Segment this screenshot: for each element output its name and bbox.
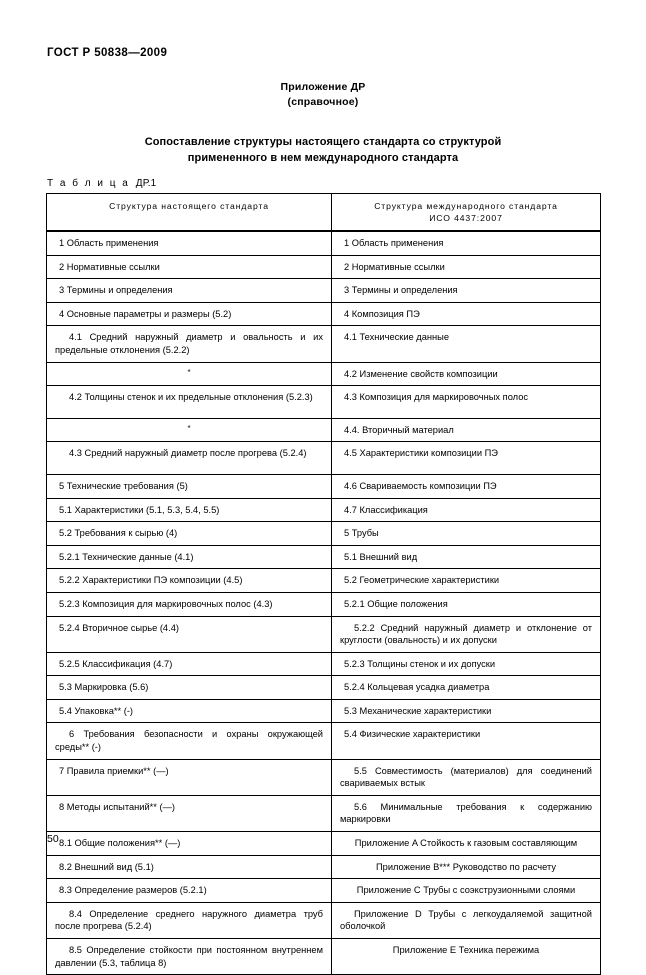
table-cell-text: 8.5 Определение стойкости при постоянном внутреннем давлении (5.3, таблица 8) [55,945,323,968]
table-cell-text: 4.1 Технические данные [344,332,449,343]
table-cell-text: 4 Основные параметры и размеры (5.2) [59,308,232,319]
table-cell-right [332,326,601,362]
table-row [47,386,601,419]
table-cell-left [47,326,332,362]
table-cell-text: Приложение C Трубы с соэкструзионными слоями [356,885,576,896]
table-cell-text: Приложение D Трубы с легкоудаляемой защитной оболочкой [340,908,592,932]
table-row [47,652,601,676]
table-row [47,522,601,546]
table-cell-left [47,902,332,938]
table-cell-text: 6 Требования безопасности и охраны окружающей среды** (-) [55,729,323,753]
table-cell-text: * [187,367,191,377]
table-cell-text: Приложение E Техника пережима [392,945,540,955]
table-cell-text: 1 Область применения [59,238,159,248]
table-cell-right [332,474,601,498]
table-cell-text: 4.3 Композиция для маркировочных полос [344,392,529,403]
table-cell-left [47,832,332,856]
table-row [47,902,601,938]
table-cell-right [332,676,601,700]
table-row [47,231,601,255]
table-cell-text: 1 Область применения [344,238,444,248]
table-row [47,362,601,386]
table-caption-number: ДР.1 [135,178,157,189]
table-cell-text: 5.1 Характеристики (5.1, 5.3, 5.4, 5.5) [59,504,220,515]
table-cell-right [332,255,601,279]
table-cell-text: 4 Композиция ПЭ [344,308,420,319]
table-cell-text: 4.2 Изменение свойств композиции [344,368,498,379]
table-cell-right [332,545,601,569]
table-cell-right [332,939,601,975]
table-caption [47,178,156,189]
table-cell-text: 5.5 Совместимость (материалов) для соединений свариваемых встык [340,765,592,789]
table-cell-left [47,545,332,569]
table-cell-left [47,699,332,723]
table-row [47,723,601,759]
table-cell-text: 5.3 Маркировка (5.6) [59,682,149,693]
table-cell-text: 4.6 Свариваемость композиции ПЭ [344,480,497,491]
table-cell-text: 5.2 Требования к сырью (4) [59,528,178,539]
table-cell-left [47,442,332,475]
table-cell-text: 3 Термины и определения [59,285,173,296]
table-cell-text: 8.1 Общие положения** (—) [59,838,181,849]
table-cell-right [332,231,601,255]
appendix-kind: (справочное) [287,96,359,108]
table-cell-text: 4.2 Толщины стенок и их предельные отклонения (5.2.3) [69,392,313,403]
comparison-table [46,193,601,975]
table-cell-left [47,939,332,975]
table-cell-right [332,386,601,419]
table-cell-left [47,522,332,546]
table-cell-right [332,879,601,903]
table-row [47,569,601,593]
table-cell-right [332,442,601,475]
table-cell-text: 8.3 Определение размеров (5.2.1) [59,885,207,896]
table-cell-left [47,652,332,676]
table-row [47,879,601,903]
column-header-international [332,194,601,232]
table-cell-text: 7 Правила приемки** (—) [59,765,169,776]
table-row [47,939,601,975]
table-cell-text: 5.4 Физические характеристики [344,729,481,740]
table-cell-left [47,723,332,759]
table-caption-label: Т а б л и ц а [47,178,130,189]
table-cell-left [47,302,332,326]
table-header-row [47,194,601,232]
table-cell-text: 5.2.5 Классификация (4.7) [59,658,173,669]
table-cell-right [332,723,601,759]
table-cell-text: 8 Методы испытаний** (—) [59,801,175,812]
table-cell-right [332,418,601,442]
table-cell-left [47,418,332,442]
table-cell-text: 5.2.3 Композиция для маркировочных полос (4.3) [59,598,273,609]
table-row [47,676,601,700]
table-cell-text: 5.6 Минимальные требования к содержанию маркировки [340,801,592,825]
page-number: 50 [47,833,59,845]
table-cell-left [47,855,332,879]
table-cell-right [332,279,601,303]
table-cell-right [332,855,601,879]
table-cell-text: 5.2.4 Вторичное сырье (4.4) [59,622,179,633]
column-header-international-line-2: ИСО 4437:2007 [429,213,503,223]
table-row [47,592,601,616]
table-cell-left [47,879,332,903]
table-cell-text: 5.2 Геометрические характеристики [344,575,500,586]
table-cell-text: 4.7 Классификация [344,504,428,515]
table-cell-text: 5.2.1 Технические данные (4.1) [59,551,194,562]
table-cell-text: Приложение A Стойкость к газовым составляющим [354,838,578,849]
table-cell-text: 5.2.2 Средний наружный диаметр и отклонение от круглости (овальность) и их допуски [340,622,592,646]
table-cell-text: 5.2.4 Кольцевая усадка диаметра [344,682,490,693]
table-row [47,699,601,723]
table-cell-text: 4.4. Вторичный материал [344,424,454,435]
table-cell-text: 8.2 Внешний вид (5.1) [59,861,154,872]
table-cell-text: 5 Трубы [344,528,379,539]
table-cell-text: Приложение B*** Руководство по расчету [375,861,557,872]
table-row [47,474,601,498]
table-cell-text: 5.2.2 Характеристики ПЭ композиции (4.5) [59,575,243,586]
table-body [47,231,601,975]
table-cell-left [47,795,332,831]
table-cell-left [47,255,332,279]
table-cell-text: 4.5 Характеристики композиции ПЭ [344,448,498,459]
table-row [47,759,601,795]
table-row [47,545,601,569]
table-row [47,616,601,652]
page-title-line-2: примененного в нем международного стандарта [187,152,459,164]
table-cell-right [332,832,601,856]
table-row [47,418,601,442]
table-cell-right [332,592,601,616]
table-cell-left [47,759,332,795]
table-row [47,326,601,362]
table-cell-text: 5 Технические требования (5) [59,480,188,491]
table-cell-left [47,386,332,419]
table-cell-left [47,616,332,652]
table-cell-text: 5.4 Упаковка** (-) [59,705,134,716]
table-cell-text: 5.3 Механические характеристики [344,705,492,716]
table-cell-text: 8.4 Определение среднего наружного диаметра труб после прогрева (5.2.4) [55,908,323,932]
table-row [47,832,601,856]
table-cell-left [47,592,332,616]
table-cell-text: 4.1 Средний наружный диаметр и овальность и их предельные отклонения (5.2.2) [55,332,323,355]
table-cell-right [332,522,601,546]
table-cell-right [332,652,601,676]
table-cell-right [332,902,601,938]
table-cell-text: 2 Нормативные ссылки [59,261,160,272]
table-row [47,255,601,279]
table-row [47,855,601,879]
table-cell-left [47,474,332,498]
page-title-line-1: Сопоставление структуры настоящего стандарта со структурой [144,136,502,148]
table-cell-left [47,569,332,593]
table-cell-text: 3 Термины и определения [344,285,458,296]
column-header-national: Структура настоящего стандарта [47,194,332,232]
table-cell-left [47,231,332,255]
table-cell-right [332,759,601,795]
table-cell-text: 5.1 Внешний вид [344,551,418,562]
table-cell-right [332,498,601,522]
table-cell-right [332,795,601,831]
table-cell-text: 5.2.3 Толщины стенок и их допуски [344,658,496,669]
table-cell-left [47,362,332,386]
table-cell-right [332,302,601,326]
table-row [47,498,601,522]
table-cell-right [332,616,601,652]
page-title [110,134,536,166]
table-cell-text: 2 Нормативные ссылки [344,261,445,272]
table-row [47,442,601,475]
table-row [47,795,601,831]
table-cell-right [332,699,601,723]
table-row [47,302,601,326]
table-cell-text: * [187,423,191,433]
appendix-title-block [0,80,646,110]
table-cell-right [332,569,601,593]
table-cell-left [47,676,332,700]
table-cell-left [47,279,332,303]
standard-designation: ГОСТ Р 50838—2009 [47,47,168,59]
table-cell-text: 4.3 Средний наружный диаметр после прогрева (5.2.4) [69,448,307,459]
appendix-name: Приложение ДР [280,81,366,93]
column-header-international-line-1: Структура международного стандарта [374,201,558,211]
table-cell-text: 5.2.1 Общие положения [344,598,448,609]
table-cell-left [47,498,332,522]
table-row [47,279,601,303]
table-cell-right [332,362,601,386]
